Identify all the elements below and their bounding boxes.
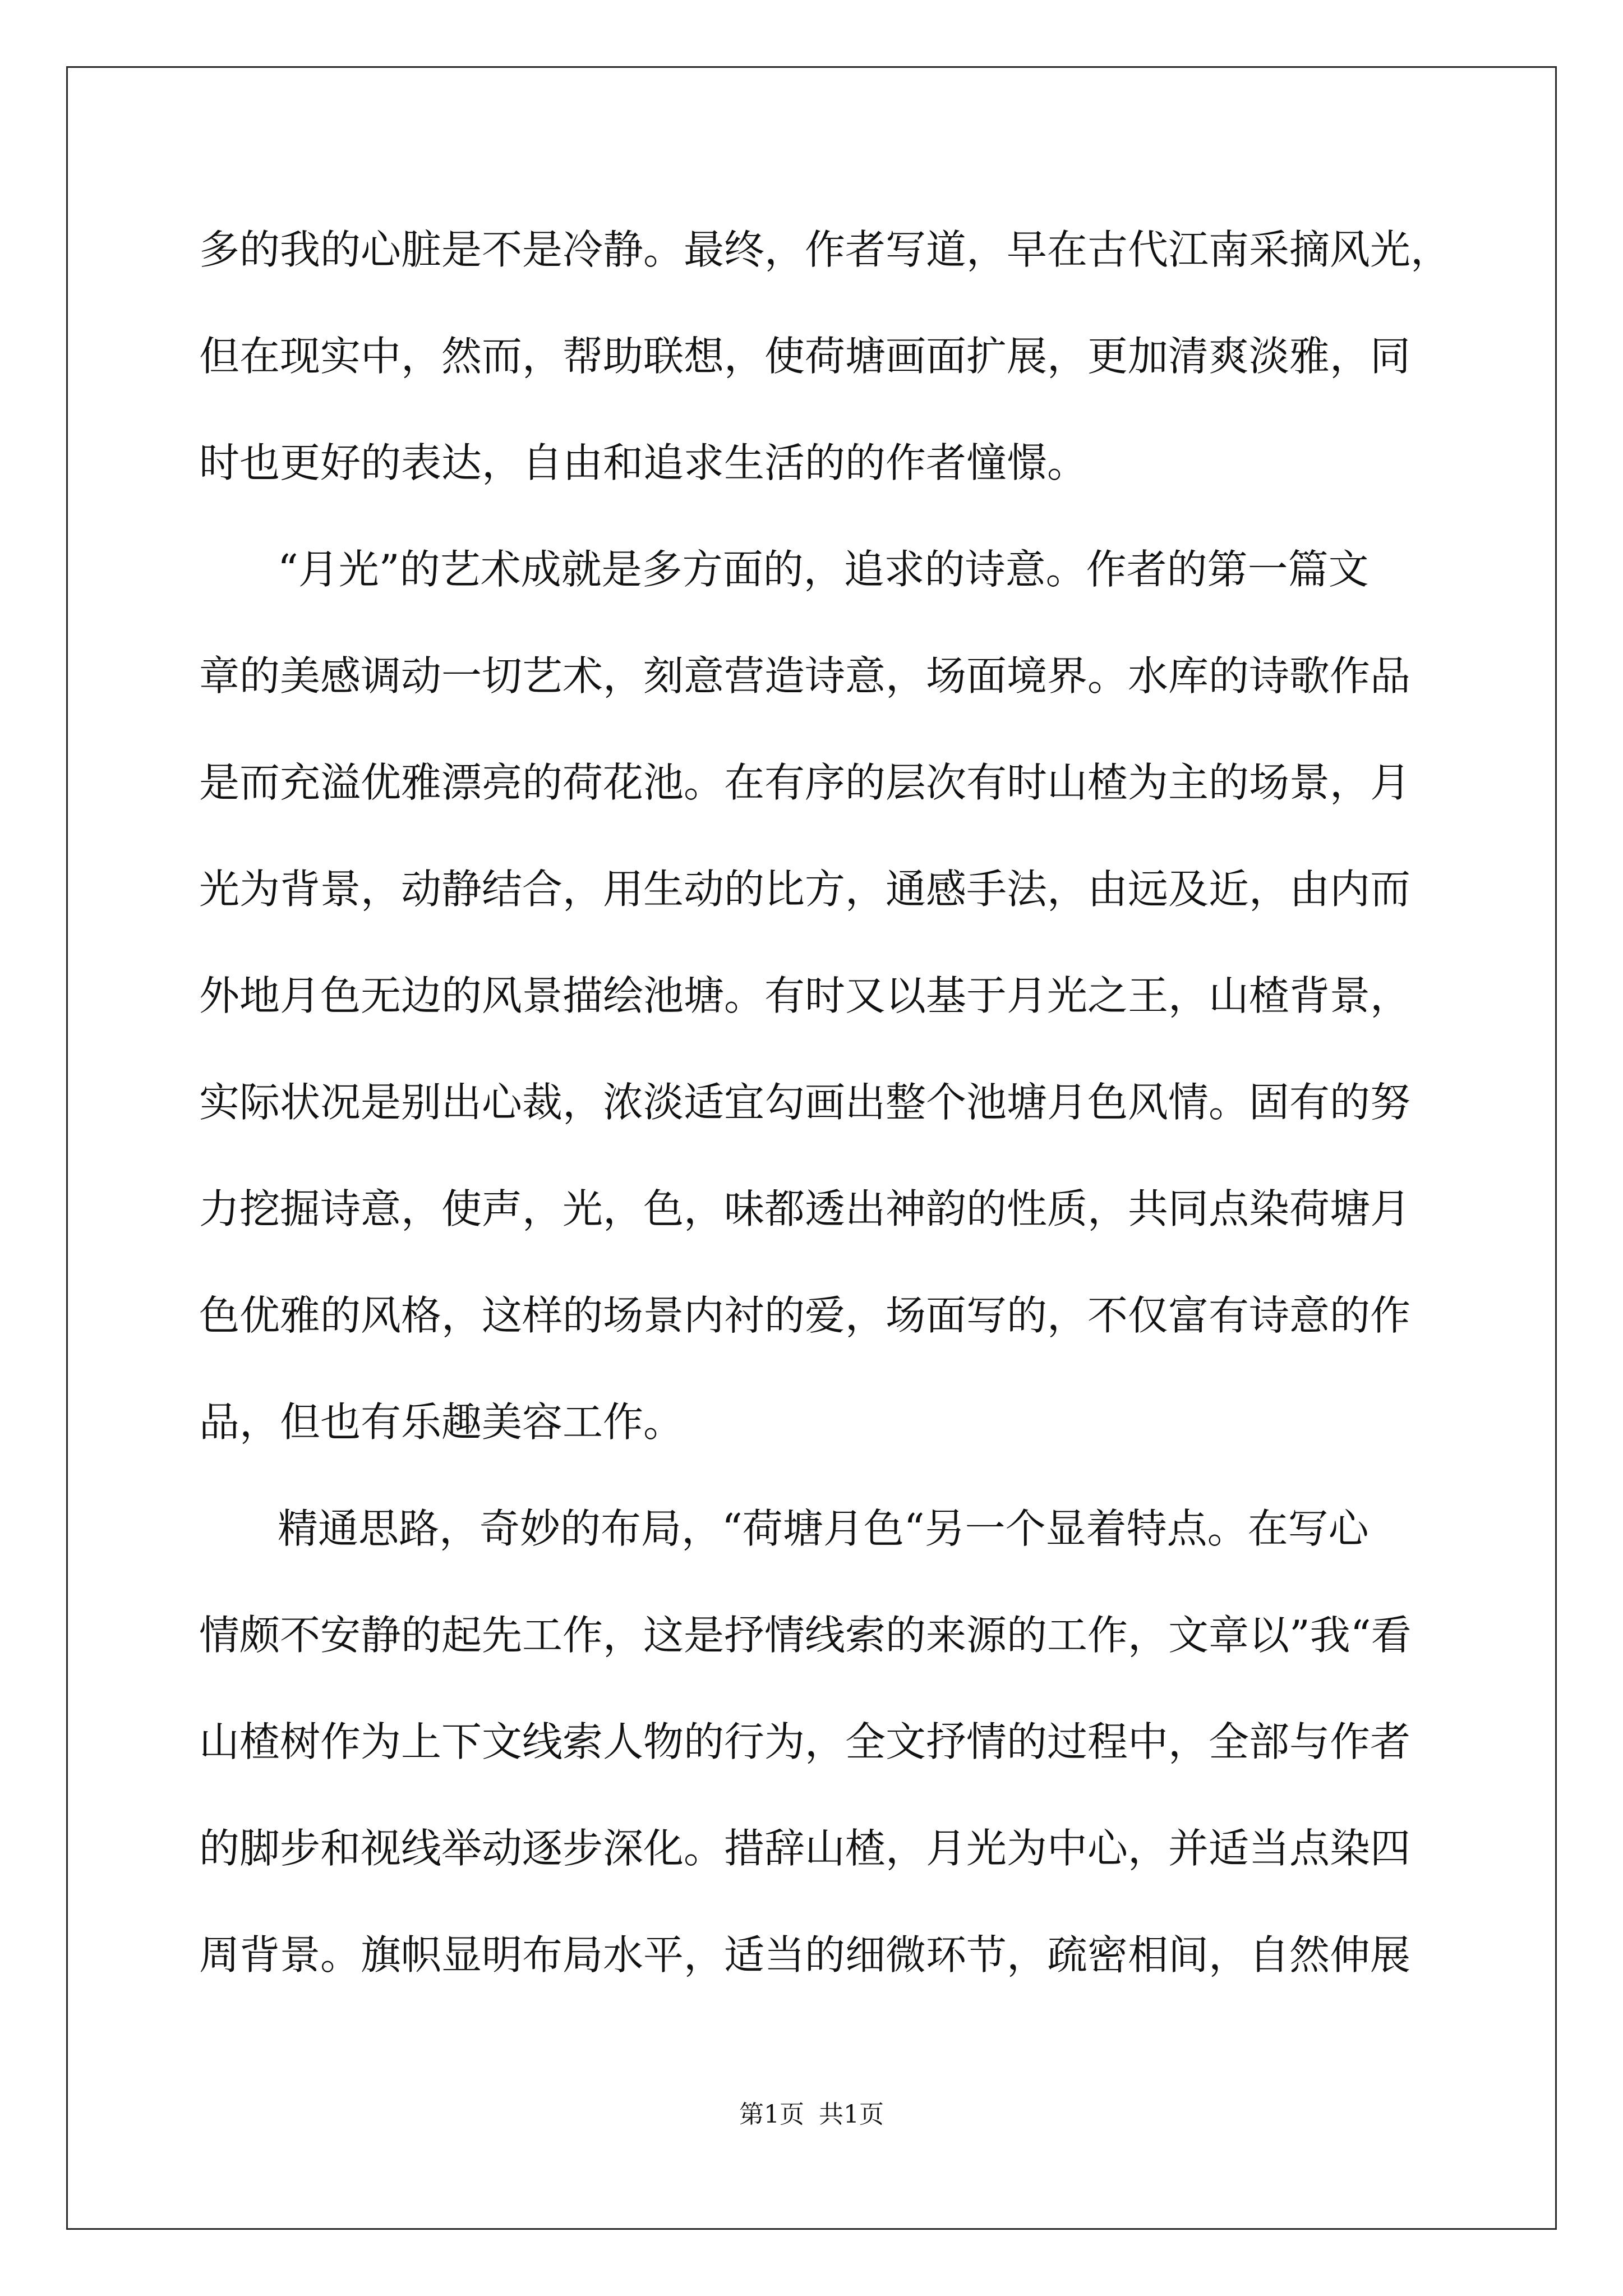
page-border (66, 66, 1557, 2230)
text-line: 章的美感调动一切艺术，刻意营造诗意，场面境界。水库的诗歌作品 (199, 652, 1411, 700)
text-line: 实际状况是别出心裁，浓淡适宜勾画出整个池塘月色风情。固有的努 (199, 1079, 1411, 1126)
text-line: 情颇不安静的起先工作，这是抒情线索的来源的工作，文章以”我“看 (199, 1612, 1412, 1659)
paragraph-first-line: 精通思路，奇妙的布局，“荷塘月色“另一个显着特点。在写心 (278, 1505, 1369, 1552)
text-line: 外地月色无边的风景描绘池塘。有时又以基于月光之王，山楂背景， (199, 972, 1411, 1019)
text-line: 的脚步和视线举动逐步深化。措辞山楂，月光为中心，并适当点染四 (199, 1825, 1411, 1872)
text-line: 是而充溢优雅漂亮的荷花池。在有序的层次有时山楂为主的场景，月 (199, 759, 1411, 806)
text-line: 山楂树作为上下文线索人物的行为，全文抒情的过程中，全部与作者 (199, 1718, 1411, 1765)
total-pages: 共1页 (819, 2100, 884, 2129)
text-line: 时也更好的表达，自由和追求生活的的作者憧憬。 (199, 439, 1088, 486)
text-line: 光为背景，动静结合，用生动的比方，通感手法，由远及近，由内而 (199, 866, 1411, 913)
page-footer (0, 2098, 1623, 2132)
text-line: 多的我的心脏是不是冷静。最终，作者写道，早在古代江南采摘风光， (199, 226, 1451, 273)
text-line: 色优雅的风格，这样的场景内衬的爱，场面写的，不仅富有诗意的作 (199, 1292, 1411, 1339)
text-line: 周背景。旗帜显明布局水平，适当的细微环节，疏密相间，自然伸展 (199, 1931, 1411, 1978)
text-line: 但在现实中，然而，帮助联想，使荷塘画面扩展，更加清爽淡雅，同 (199, 333, 1411, 380)
page-number: 第1页 (739, 2100, 804, 2129)
text-line: 品，但也有乐趣美容工作。 (199, 1398, 684, 1446)
paragraph-first-line: “月光”的艺术成就是多方面的，追求的诗意。作者的第一篇文 (278, 546, 1369, 593)
text-line: 力挖掘诗意，使声，光，色，味都透出神韵的性质，共同点染荷塘月 (199, 1185, 1411, 1232)
